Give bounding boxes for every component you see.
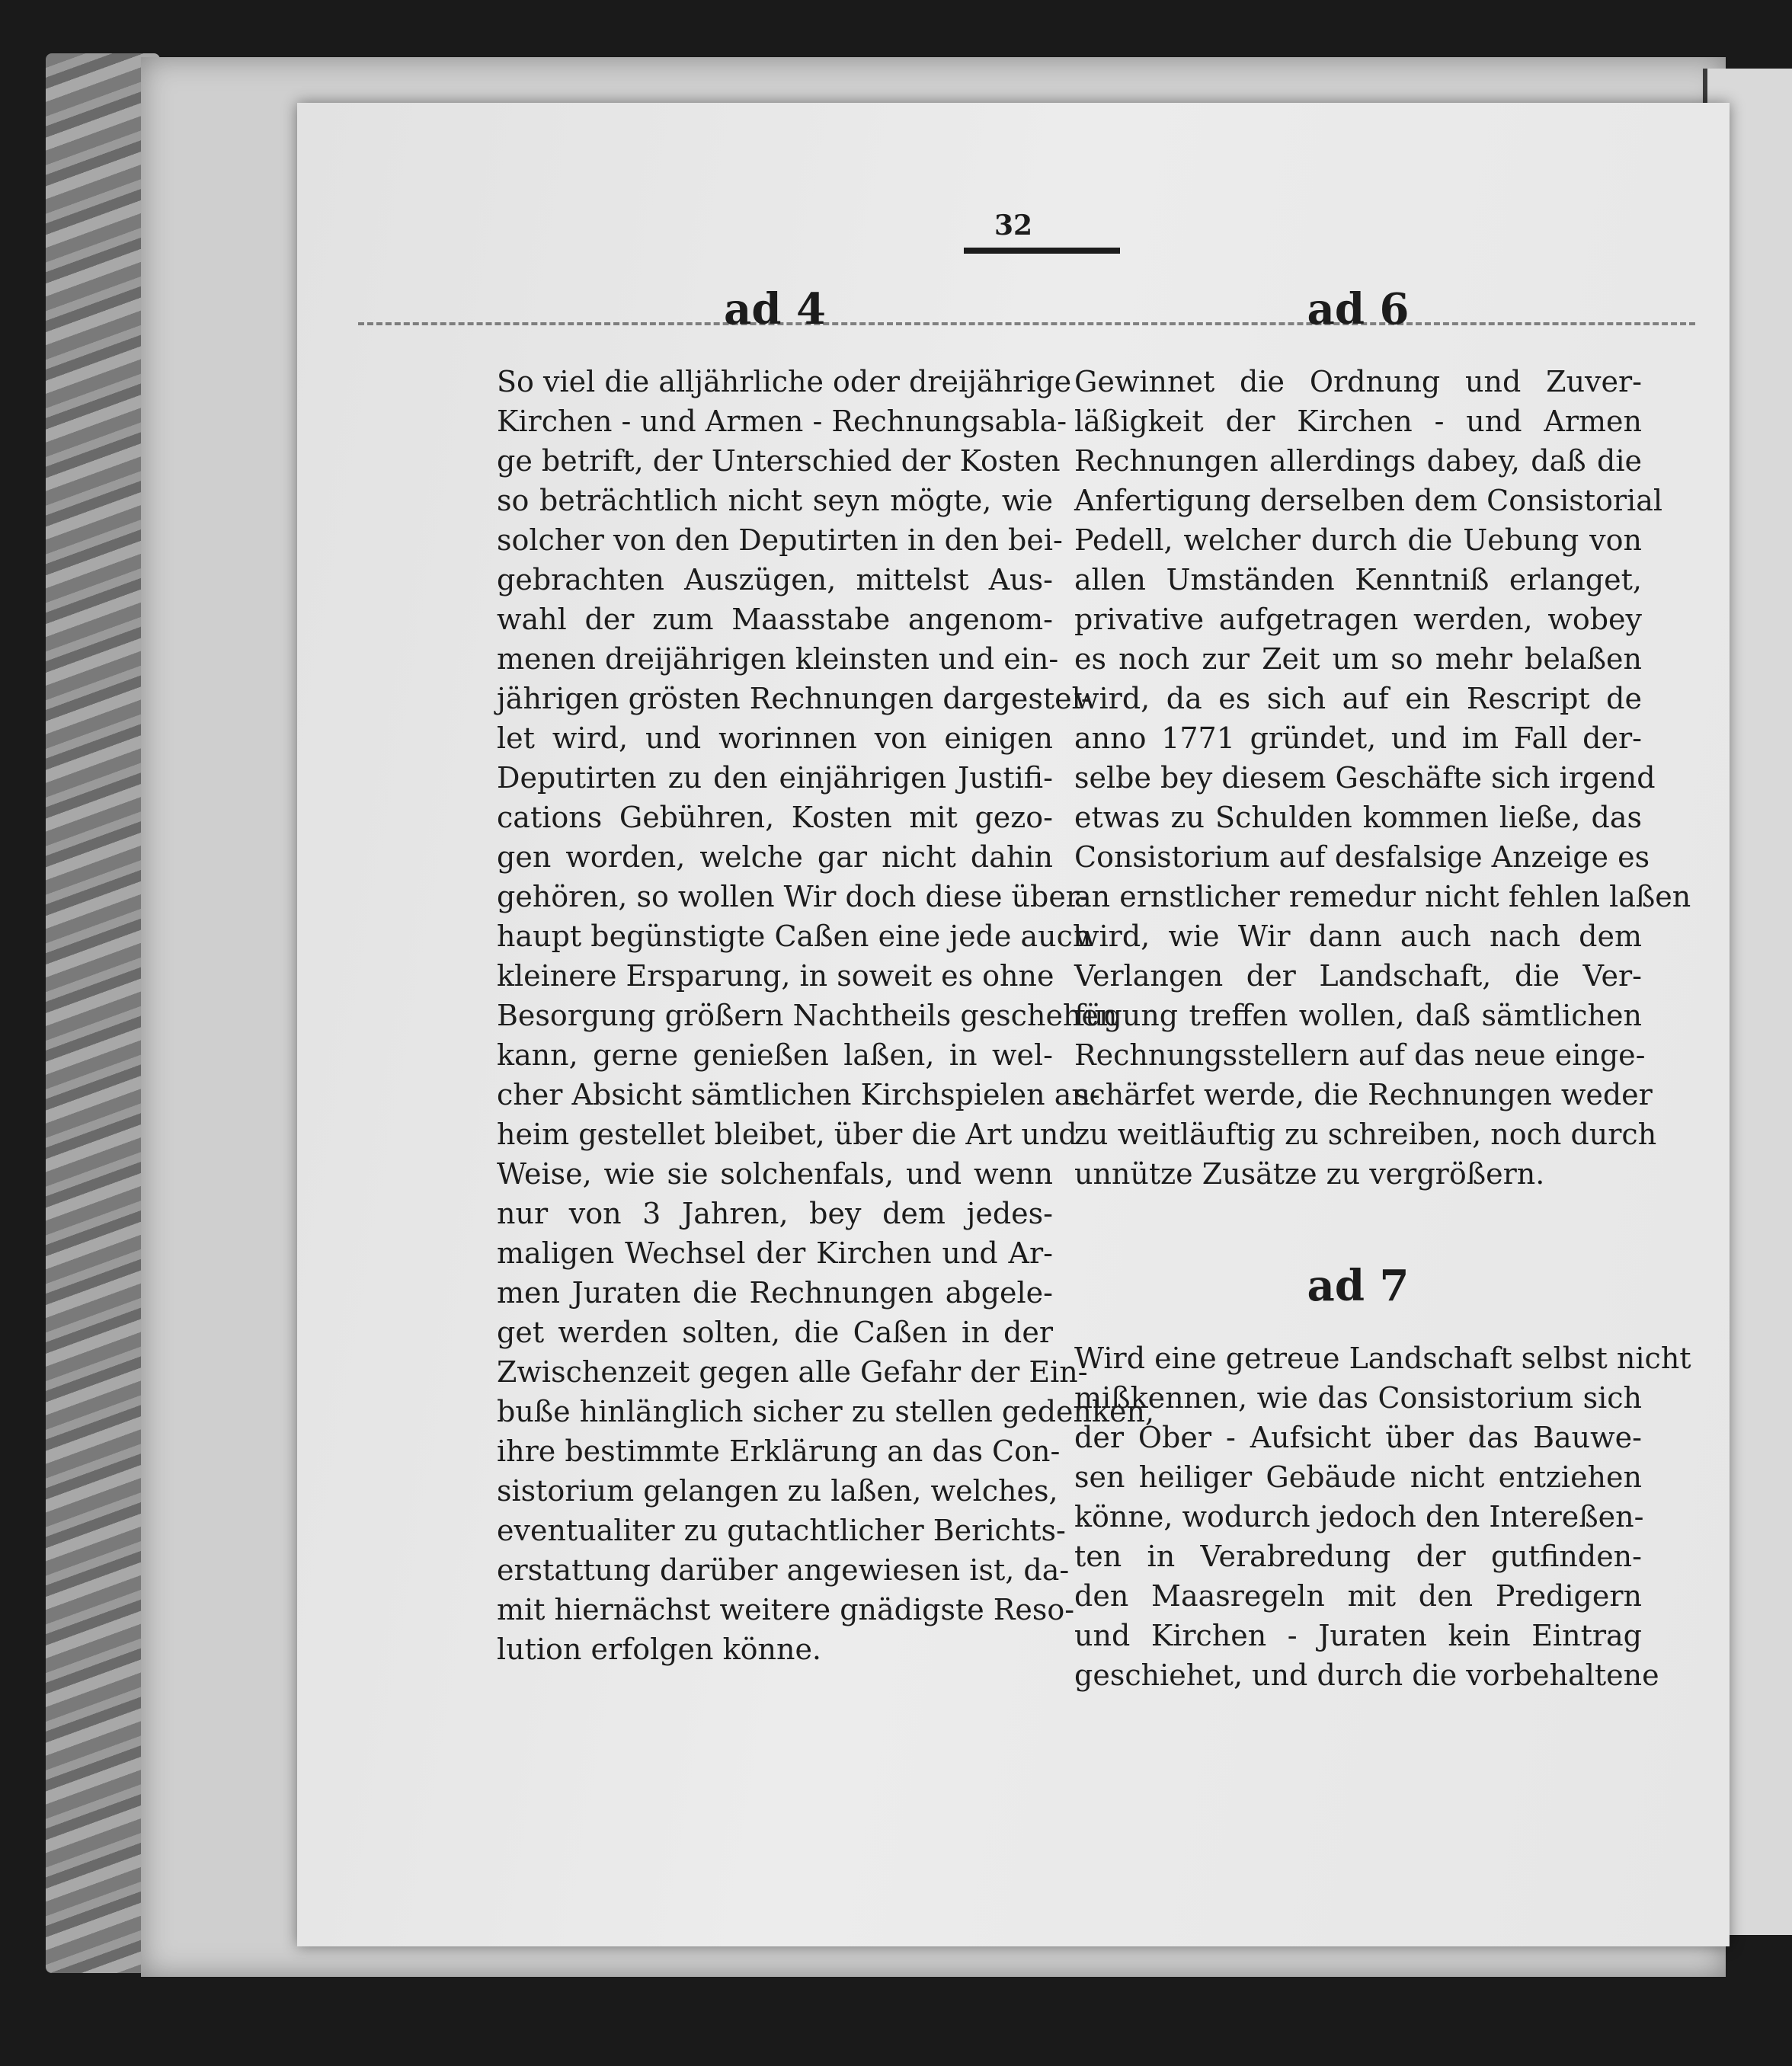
- text-line: Wird eine getreue Landschaft selbst nicht: [1074, 1342, 1691, 1375]
- text-line: erstattung darüber angewiesen ist, da-: [497, 1553, 1070, 1587]
- text-line: solcher von den Deputirten in den bei-: [497, 523, 1063, 557]
- text-line: menen dreijährigen kleinsten und ein-: [497, 642, 1059, 676]
- text-line: könne, wodurch jedoch den Intereßen-: [1074, 1500, 1644, 1534]
- text-line: es noch zur Zeit um so mehr belaßen: [1074, 642, 1642, 676]
- text-line: mißkennen, wie das Consistorium sich: [1074, 1381, 1642, 1415]
- text-line: Anfertigung derselben dem Consistorial: [1074, 484, 1663, 517]
- text-line: buße hinlänglich sicher zu stellen gedenken,: [497, 1395, 1155, 1428]
- text-line: Weise, wie sie solchenfals, und wenn: [497, 1157, 1053, 1191]
- left-column-heading: ad 4: [724, 284, 826, 334]
- text-line: gen worden, welche gar nicht dahin: [497, 840, 1053, 874]
- text-line: cher Absicht sämtlichen Kirchspielen an-: [497, 1078, 1100, 1111]
- text-line: Consistorium auf desfalsige Anzeige es: [1074, 840, 1650, 874]
- text-line: sistorium gelangen zu laßen, welches,: [497, 1474, 1058, 1508]
- text-line: let wird, und worinnen von einigen: [497, 721, 1053, 755]
- text-line: Deputirten zu den einjährigen Justifi-: [497, 761, 1053, 795]
- text-line: unnütze Zusätze zu vergrößern.: [1074, 1157, 1545, 1191]
- text-line: geschiehet, und durch die vorbehaltene: [1074, 1658, 1659, 1692]
- text-line: an ernstlicher remedur nicht fehlen laßen: [1074, 880, 1691, 913]
- text-line: wird, wie Wir dann auch nach dem: [1074, 919, 1642, 953]
- right-column-heading-2: ad 7: [1307, 1261, 1410, 1311]
- text-line: ge betrift, der Unterschied der Kosten: [497, 444, 1061, 478]
- text-line: ihre bestimmte Erklärung an das Con-: [497, 1434, 1061, 1468]
- text-line: ten in Verabredung der gutfinden-: [1074, 1540, 1642, 1573]
- text-line: Rechnungsstellern auf das neue einge-: [1074, 1038, 1646, 1072]
- text-line: Kirchen - und Armen - Rechnungsabla-: [497, 405, 1067, 438]
- text-line: eventualiter zu gutachtlicher Berichts-: [497, 1514, 1066, 1547]
- text-line: So viel die alljährliche oder dreijährige: [497, 365, 1072, 398]
- text-line: maligen Wechsel der Kirchen und Ar-: [497, 1236, 1053, 1270]
- text-line: wahl der zum Maasstabe angenom-: [497, 603, 1053, 636]
- text-line: jährigen grösten Rechnungen dargestel-: [497, 682, 1091, 715]
- text-line: haupt begünstigte Caßen eine jede auch: [497, 919, 1092, 953]
- text-line: men Juraten die Rechnungen abgele-: [497, 1276, 1053, 1310]
- text-line: get werden solten, die Caßen in der: [497, 1316, 1053, 1349]
- text-line: Zwischenzeit gegen alle Gefahr der Ein-: [497, 1355, 1088, 1389]
- text-line: wird, da es sich auf ein Rescript de: [1074, 682, 1642, 715]
- text-line: kleinere Ersparung, in soweit es ohne: [497, 959, 1054, 993]
- text-line: der Ober - Aufsicht über das Bauwe-: [1074, 1421, 1642, 1454]
- text-line: sen heiliger Gebäude nicht entziehen: [1074, 1460, 1642, 1494]
- page-number: 32: [994, 209, 1033, 241]
- text-line: gehören, so wollen Wir doch diese über-: [497, 880, 1090, 913]
- text-line: anno 1771 gründet, und im Fall der-: [1074, 721, 1642, 755]
- text-line: mit hiernächst weitere gnädigste Reso-: [497, 1593, 1075, 1626]
- text-line: heim gestellet bleibet, über die Art und: [497, 1118, 1077, 1151]
- text-line: cations Gebühren, Kosten mit gezo-: [497, 801, 1053, 834]
- text-line: Rechnungen allerdings dabey, daß die: [1074, 444, 1642, 478]
- text-line: läßigkeit der Kirchen - und Armen: [1074, 405, 1642, 438]
- text-line: etwas zu Schulden kommen ließe, das: [1074, 801, 1642, 834]
- text-line: privative aufgetragen werden, wobey: [1074, 603, 1642, 636]
- right-column-heading-1: ad 6: [1307, 284, 1410, 334]
- text-line: lution erfolgen könne.: [497, 1633, 822, 1666]
- text-line: selbe bey diesem Geschäfte sich irgend: [1074, 761, 1656, 795]
- text-line: Verlangen der Landschaft, die Ver-: [1074, 959, 1642, 993]
- page-number-rule: [964, 248, 1120, 254]
- text-line: Pedell, welcher durch die Uebung von: [1074, 523, 1642, 557]
- text-line: so beträchtlich nicht seyn mögte, wie: [497, 484, 1053, 517]
- text-line: schärfet werde, die Rechnungen weder: [1074, 1078, 1653, 1111]
- text-line: gebrachten Auszügen, mittelst Aus-: [497, 563, 1053, 596]
- text-line: und Kirchen - Juraten kein Eintrag: [1074, 1619, 1642, 1652]
- text-line: allen Umständen Kenntniß erlanget,: [1074, 563, 1642, 596]
- document-page: [297, 103, 1730, 1946]
- text-line: Besorgung größern Nachtheils geschehen: [497, 999, 1118, 1032]
- text-line: fügung treffen wollen, daß sämtlichen: [1074, 999, 1642, 1032]
- text-line: zu weitläuftig zu schreiben, noch durch: [1074, 1118, 1657, 1151]
- text-line: den Maasregeln mit den Predigern: [1074, 1579, 1642, 1613]
- text-line: kann, gerne genießen laßen, in wel-: [497, 1038, 1053, 1072]
- text-line: nur von 3 Jahren, bey dem jedes-: [497, 1197, 1053, 1230]
- text-line: Gewinnet die Ordnung und Zuver-: [1074, 365, 1642, 398]
